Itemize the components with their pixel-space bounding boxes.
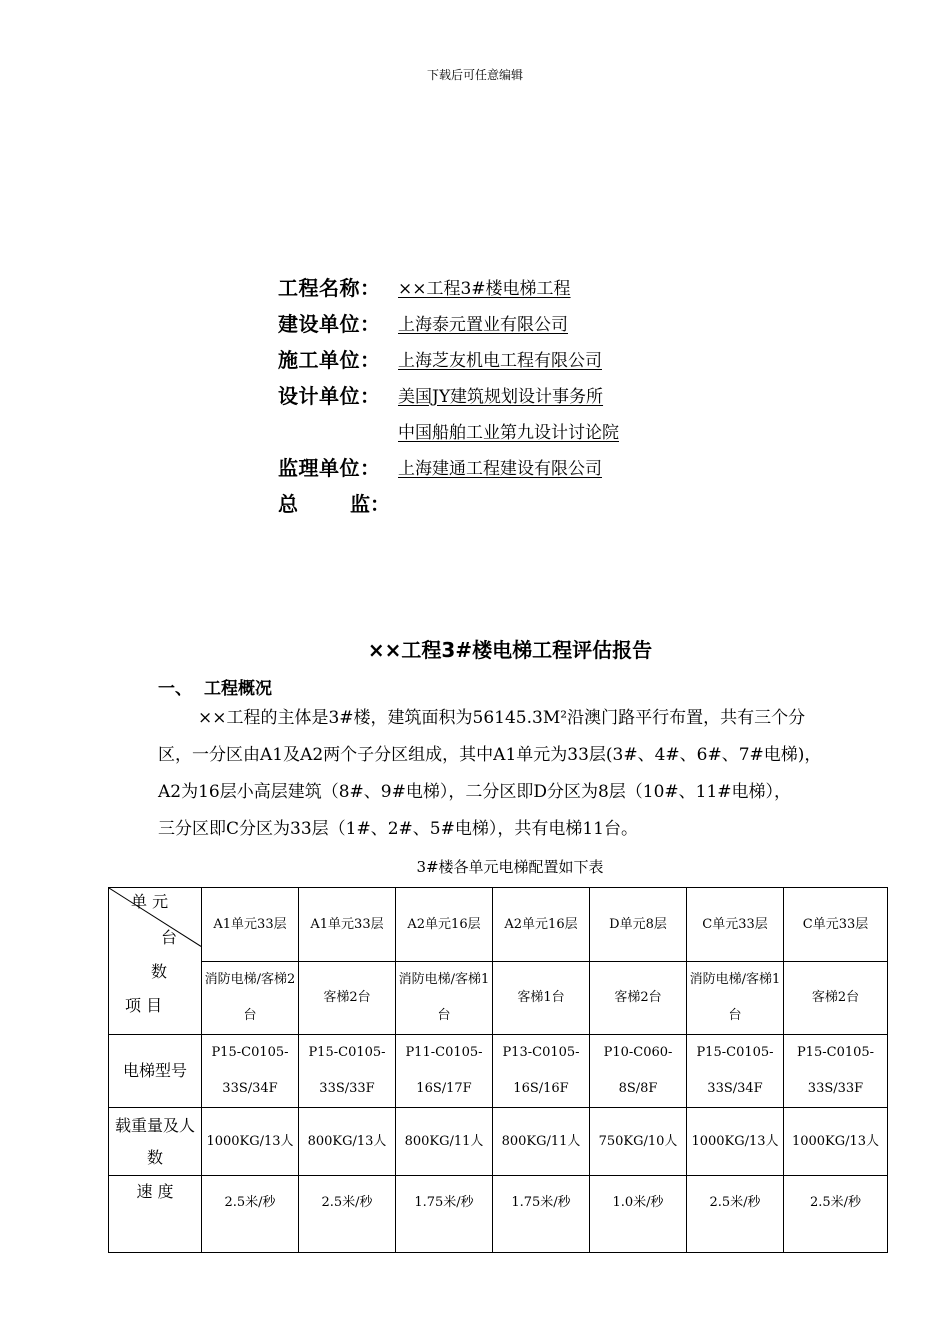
model-cell: P15-C0105-33S/33F bbox=[299, 1035, 396, 1108]
header-note: 下载后可任意编辑 bbox=[426, 68, 523, 82]
supervisor-row bbox=[278, 448, 619, 484]
count-cell: 消防电梯/客梯1台 bbox=[396, 962, 493, 1035]
elevator-config-table bbox=[108, 887, 888, 1253]
table-row-counts bbox=[109, 962, 888, 1035]
project-name-value: ××工程3#楼电梯工程 bbox=[398, 278, 571, 299]
count-cell: 客梯2台 bbox=[784, 962, 888, 1035]
count-cell: 客梯1台 bbox=[493, 962, 590, 1035]
row-head-speed: 速 度 bbox=[109, 1176, 202, 1253]
load-cell: 1000KG/13人 bbox=[687, 1108, 784, 1176]
supervisor-value: 上海建通工程建设有限公司 bbox=[398, 458, 602, 479]
row-head-model: 电梯型号 bbox=[109, 1035, 202, 1108]
paragraph-line: ××工程的主体是3#楼，建筑面积为56145.3M²沿澳门路平行布置，共有三个分 bbox=[198, 708, 806, 728]
load-cell: 800KG/11人 bbox=[493, 1108, 590, 1176]
speed-cell: 2.5米/秒 bbox=[784, 1176, 888, 1253]
builder-row bbox=[278, 304, 619, 340]
table-row-speed bbox=[109, 1176, 888, 1253]
report-title: ××工程3#楼电梯工程评估报告 bbox=[367, 638, 653, 662]
table-row-units bbox=[109, 888, 888, 962]
chief-label: 总 监： bbox=[278, 491, 390, 516]
table-row-model bbox=[109, 1035, 888, 1108]
unit-cell: C单元33层 bbox=[784, 888, 888, 962]
speed-cell: 2.5米/秒 bbox=[299, 1176, 396, 1253]
unit-cell: D单元8层 bbox=[590, 888, 687, 962]
unit-cell: C单元33层 bbox=[687, 888, 784, 962]
unit-cell: A1单元33层 bbox=[299, 888, 396, 962]
corner-item-label: 项 目 bbox=[125, 996, 163, 1015]
designer-row bbox=[278, 376, 619, 412]
speed-cell: 2.5米/秒 bbox=[687, 1176, 784, 1253]
unit-cell: A2单元16层 bbox=[396, 888, 493, 962]
project-info-block bbox=[278, 268, 619, 520]
builder-value: 上海泰元置业有限公司 bbox=[398, 314, 568, 335]
corner-count-label-2: 数 bbox=[151, 962, 168, 981]
speed-cell: 1.75米/秒 bbox=[396, 1176, 493, 1253]
load-cell: 1000KG/13人 bbox=[202, 1108, 299, 1176]
chief-row bbox=[278, 484, 619, 520]
count-cell: 客梯2台 bbox=[590, 962, 687, 1035]
model-cell: P15-C0105-33S/33F bbox=[784, 1035, 888, 1108]
constructor-row bbox=[278, 340, 619, 376]
designer-label: 设计单位： bbox=[278, 383, 381, 408]
paragraph-line: 三分区即C分区为33层（1#、2#、5#电梯），共有电梯11台。 bbox=[158, 819, 638, 839]
model-cell: P13-C0105-16S/16F bbox=[493, 1035, 590, 1108]
unit-cell: A2单元16层 bbox=[493, 888, 590, 962]
model-cell: P15-C0105-33S/34F bbox=[687, 1035, 784, 1108]
designer-row-2 bbox=[278, 412, 619, 448]
corner-count-label: 台 bbox=[161, 928, 178, 947]
table-caption: 3#楼各单元电梯配置如下表 bbox=[416, 858, 604, 876]
project-name-label: 工程名称： bbox=[278, 275, 381, 300]
project-name-row bbox=[278, 268, 619, 304]
count-cell: 消防电梯/客梯1台 bbox=[687, 962, 784, 1035]
constructor-value: 上海芝友机电工程有限公司 bbox=[398, 350, 602, 371]
designer-value-1: 美国JY建筑规划设计事务所 bbox=[398, 386, 604, 407]
section-title: 工程概况 bbox=[204, 679, 272, 699]
speed-cell: 1.0米/秒 bbox=[590, 1176, 687, 1253]
paragraph-line: 区，一分区由A1及A2两个子分区组成，其中A1单元为33层(3#、4#、6#、7#电梯)， bbox=[158, 745, 822, 765]
section-number: 一、 bbox=[158, 679, 192, 699]
count-cell: 消防电梯/客梯2台 bbox=[202, 962, 299, 1035]
unit-cell: A1单元33层 bbox=[202, 888, 299, 962]
speed-cell: 2.5米/秒 bbox=[202, 1176, 299, 1253]
load-cell: 750KG/10人 bbox=[590, 1108, 687, 1176]
row-head-load: 载重量及人数 bbox=[109, 1108, 202, 1176]
table-row-load bbox=[109, 1108, 888, 1176]
model-cell: P10-C060-8S/8F bbox=[590, 1035, 687, 1108]
supervisor-label: 监理单位： bbox=[278, 455, 381, 480]
load-cell: 800KG/13人 bbox=[299, 1108, 396, 1176]
section-heading bbox=[158, 674, 272, 699]
load-cell: 1000KG/13人 bbox=[784, 1108, 888, 1176]
corner-unit-label: 单 元 bbox=[131, 892, 169, 911]
count-cell: 客梯2台 bbox=[299, 962, 396, 1035]
designer-value-2: 中国船舶工业第九设计讨论院 bbox=[398, 422, 619, 443]
table-corner-cell bbox=[109, 888, 202, 1035]
speed-cell: 1.75米/秒 bbox=[493, 1176, 590, 1253]
model-cell: P11-C0105-16S/17F bbox=[396, 1035, 493, 1108]
constructor-label: 施工单位： bbox=[278, 347, 381, 372]
load-cell: 800KG/11人 bbox=[396, 1108, 493, 1176]
model-cell: P15-C0105-33S/34F bbox=[202, 1035, 299, 1108]
paragraph-line: A2为16层小高层建筑（8#、9#电梯），二分区即D分区为8层（10#、11#电梯）， bbox=[158, 782, 792, 802]
overview-paragraph bbox=[158, 700, 878, 848]
builder-label: 建设单位： bbox=[278, 311, 381, 336]
